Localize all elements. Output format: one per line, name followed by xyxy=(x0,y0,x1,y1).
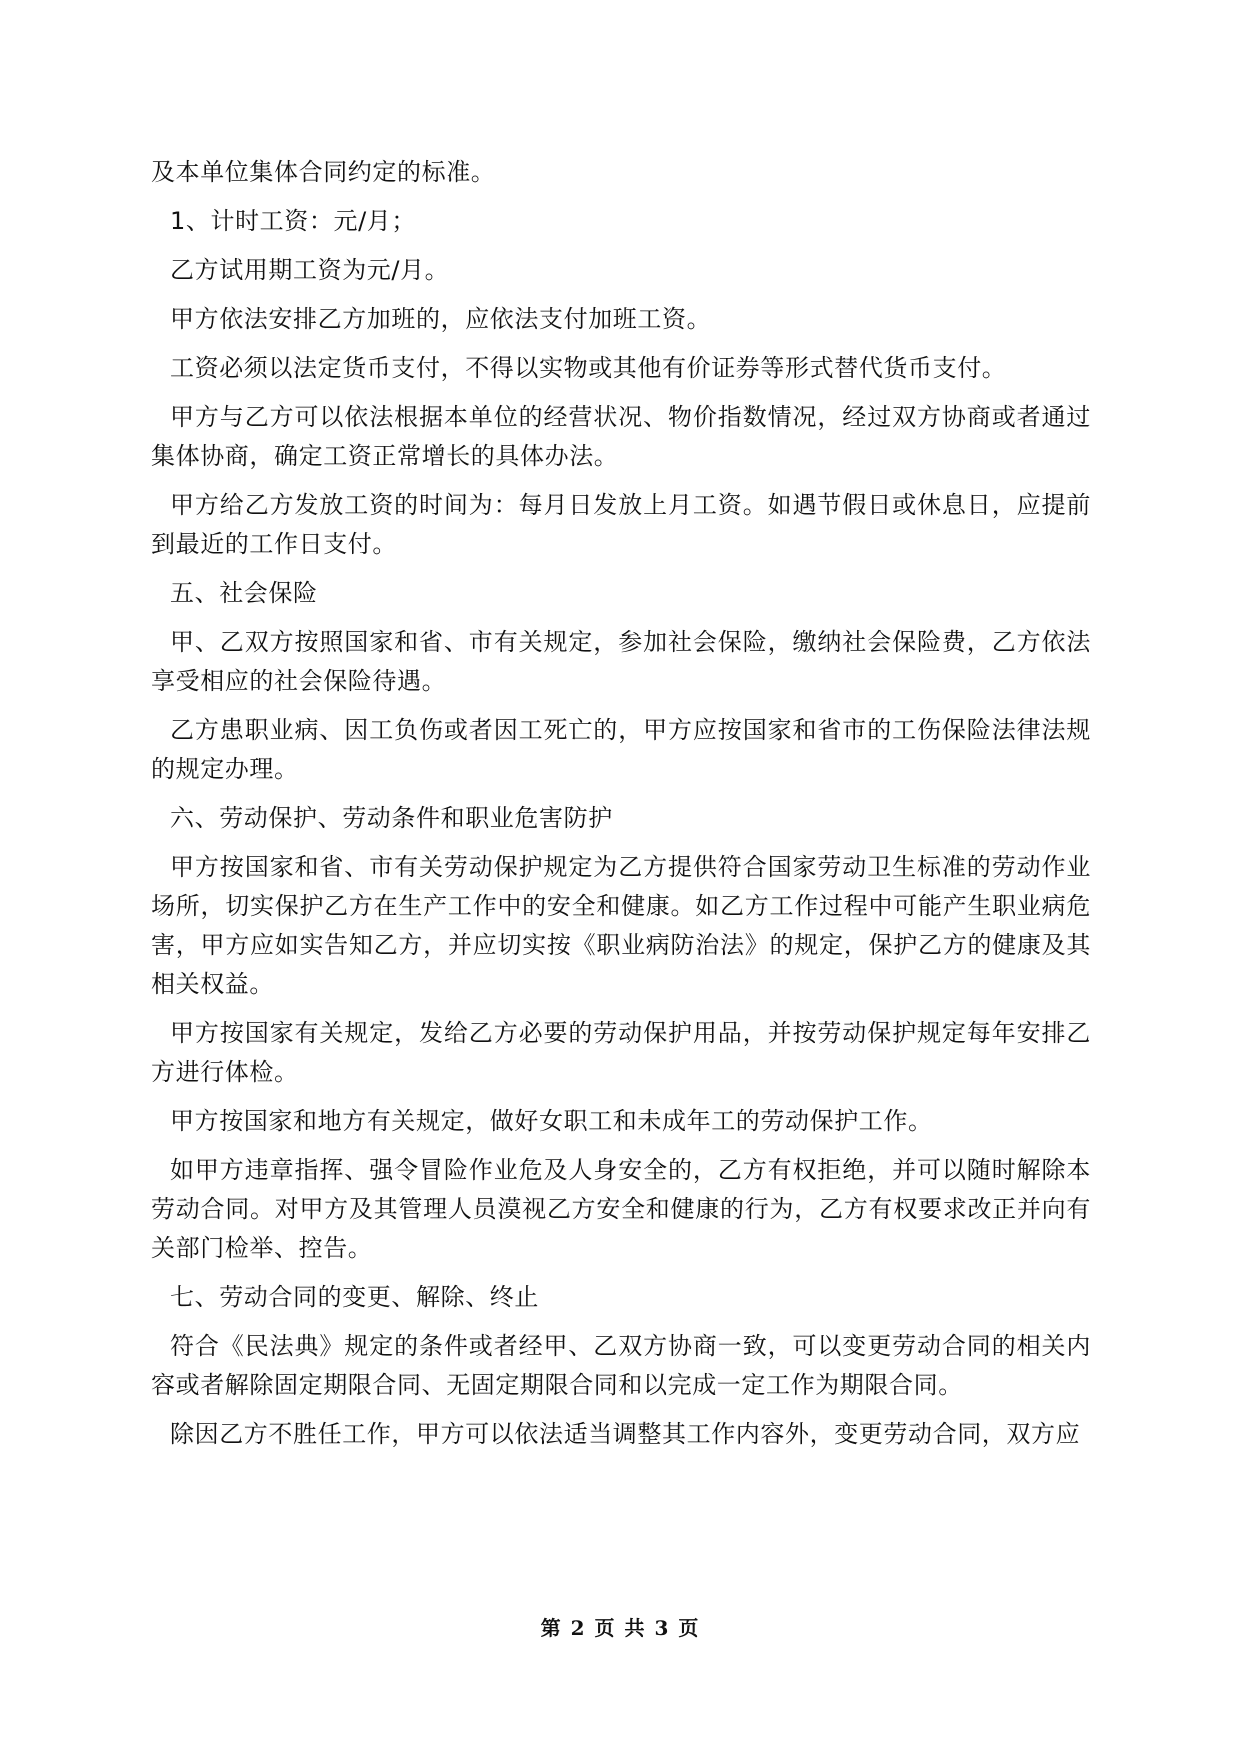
paragraph-female-minor-workers: 甲方按国家和地方有关规定，做好女职工和未成年工的劳动保护工作。 xyxy=(170,1107,933,1135)
paragraph-currency: 工资必须以法定货币支付，不得以实物或其他有价证券等形式替代货币支付。 xyxy=(170,354,1007,382)
paragraph-hourly-wage: 1、计时工资：元/月； xyxy=(170,207,416,235)
section-heading-social-insurance: 五、社会保险 xyxy=(170,579,318,607)
document-body xyxy=(151,153,1091,1464)
paragraph-refuse-unsafe-work: 如甲方违章指挥、强令冒险作业危及人身安全的，乙方有权拒绝，并可以随时解除本劳动合同。对甲方及其管理人员漠视乙方安全和健康的行为，乙方有权要求改正并向有关部门检举、控告。 xyxy=(151,1156,1091,1262)
paragraph-pay-date: 甲方给乙方发放工资的时间为：每月日发放上月工资。如遇节假日或休息日，应提前到最近的工作日支付。 xyxy=(151,491,1091,558)
page-prefix: 第 xyxy=(540,1616,563,1640)
total-page-number: 3 xyxy=(654,1616,671,1640)
paragraph-overtime: 甲方依法安排乙方加班的，应依法支付加班工资。 xyxy=(170,305,712,333)
section-heading-labor-protection: 六、劳动保护、劳动条件和职业危害防护 xyxy=(170,804,613,832)
paragraph-social-insurance: 甲、乙双方按照国家和省、市有关规定，参加社会保险，缴纳社会保险费，乙方依法享受相应的社会保险待遇。 xyxy=(151,628,1091,695)
page-number-footer xyxy=(0,1612,1241,1641)
paragraph-protective-equipment: 甲方按国家有关规定，发给乙方必要的劳动保护用品，并按劳动保护规定每年安排乙方进行体检。 xyxy=(151,1019,1091,1086)
paragraph-contract-modification: 符合《民法典》规定的条件或者经甲、乙双方协商一致，可以变更劳动合同的相关内容或者解除固定期限合同、无固定期限合同和以完成一定工作为期限合同。 xyxy=(151,1332,1091,1399)
total-unit: 页 xyxy=(678,1616,701,1640)
current-page-number: 2 xyxy=(570,1616,587,1640)
paragraph-wage-growth: 甲方与乙方可以依法根据本单位的经营状况、物价指数情况，经过双方协商或者通过集体协商，确定工资正常增长的具体办法。 xyxy=(151,403,1091,470)
section-heading-contract-changes: 七、劳动合同的变更、解除、终止 xyxy=(170,1283,539,1311)
paragraph-work-injury: 乙方患职业病、因工负伤或者因工死亡的，甲方应按国家和省市的工伤保险法律法规的规定办理。 xyxy=(151,716,1091,783)
page-unit: 页 xyxy=(594,1616,617,1640)
paragraph-continuation: 及本单位集体合同约定的标准。 xyxy=(151,158,496,186)
paragraph-job-adjustment: 除因乙方不胜任工作，甲方可以依法适当调整其工作内容外，变更劳动合同，双方应 xyxy=(170,1420,1081,1448)
paragraph-probation-wage: 乙方试用期工资为元/月。 xyxy=(170,256,450,284)
total-prefix: 共 xyxy=(624,1616,647,1640)
paragraph-workplace-safety: 甲方按国家和省、市有关劳动保护规定为乙方提供符合国家劳动卫生标准的劳动作业场所，切实保护乙方在生产工作中的安全和健康。如乙方工作过程中可能产生职业病危害，甲方应如实告知乙方，并应切实按《职业病防治法》的规定，保护乙方的健康及其相关权益。 xyxy=(151,853,1091,998)
